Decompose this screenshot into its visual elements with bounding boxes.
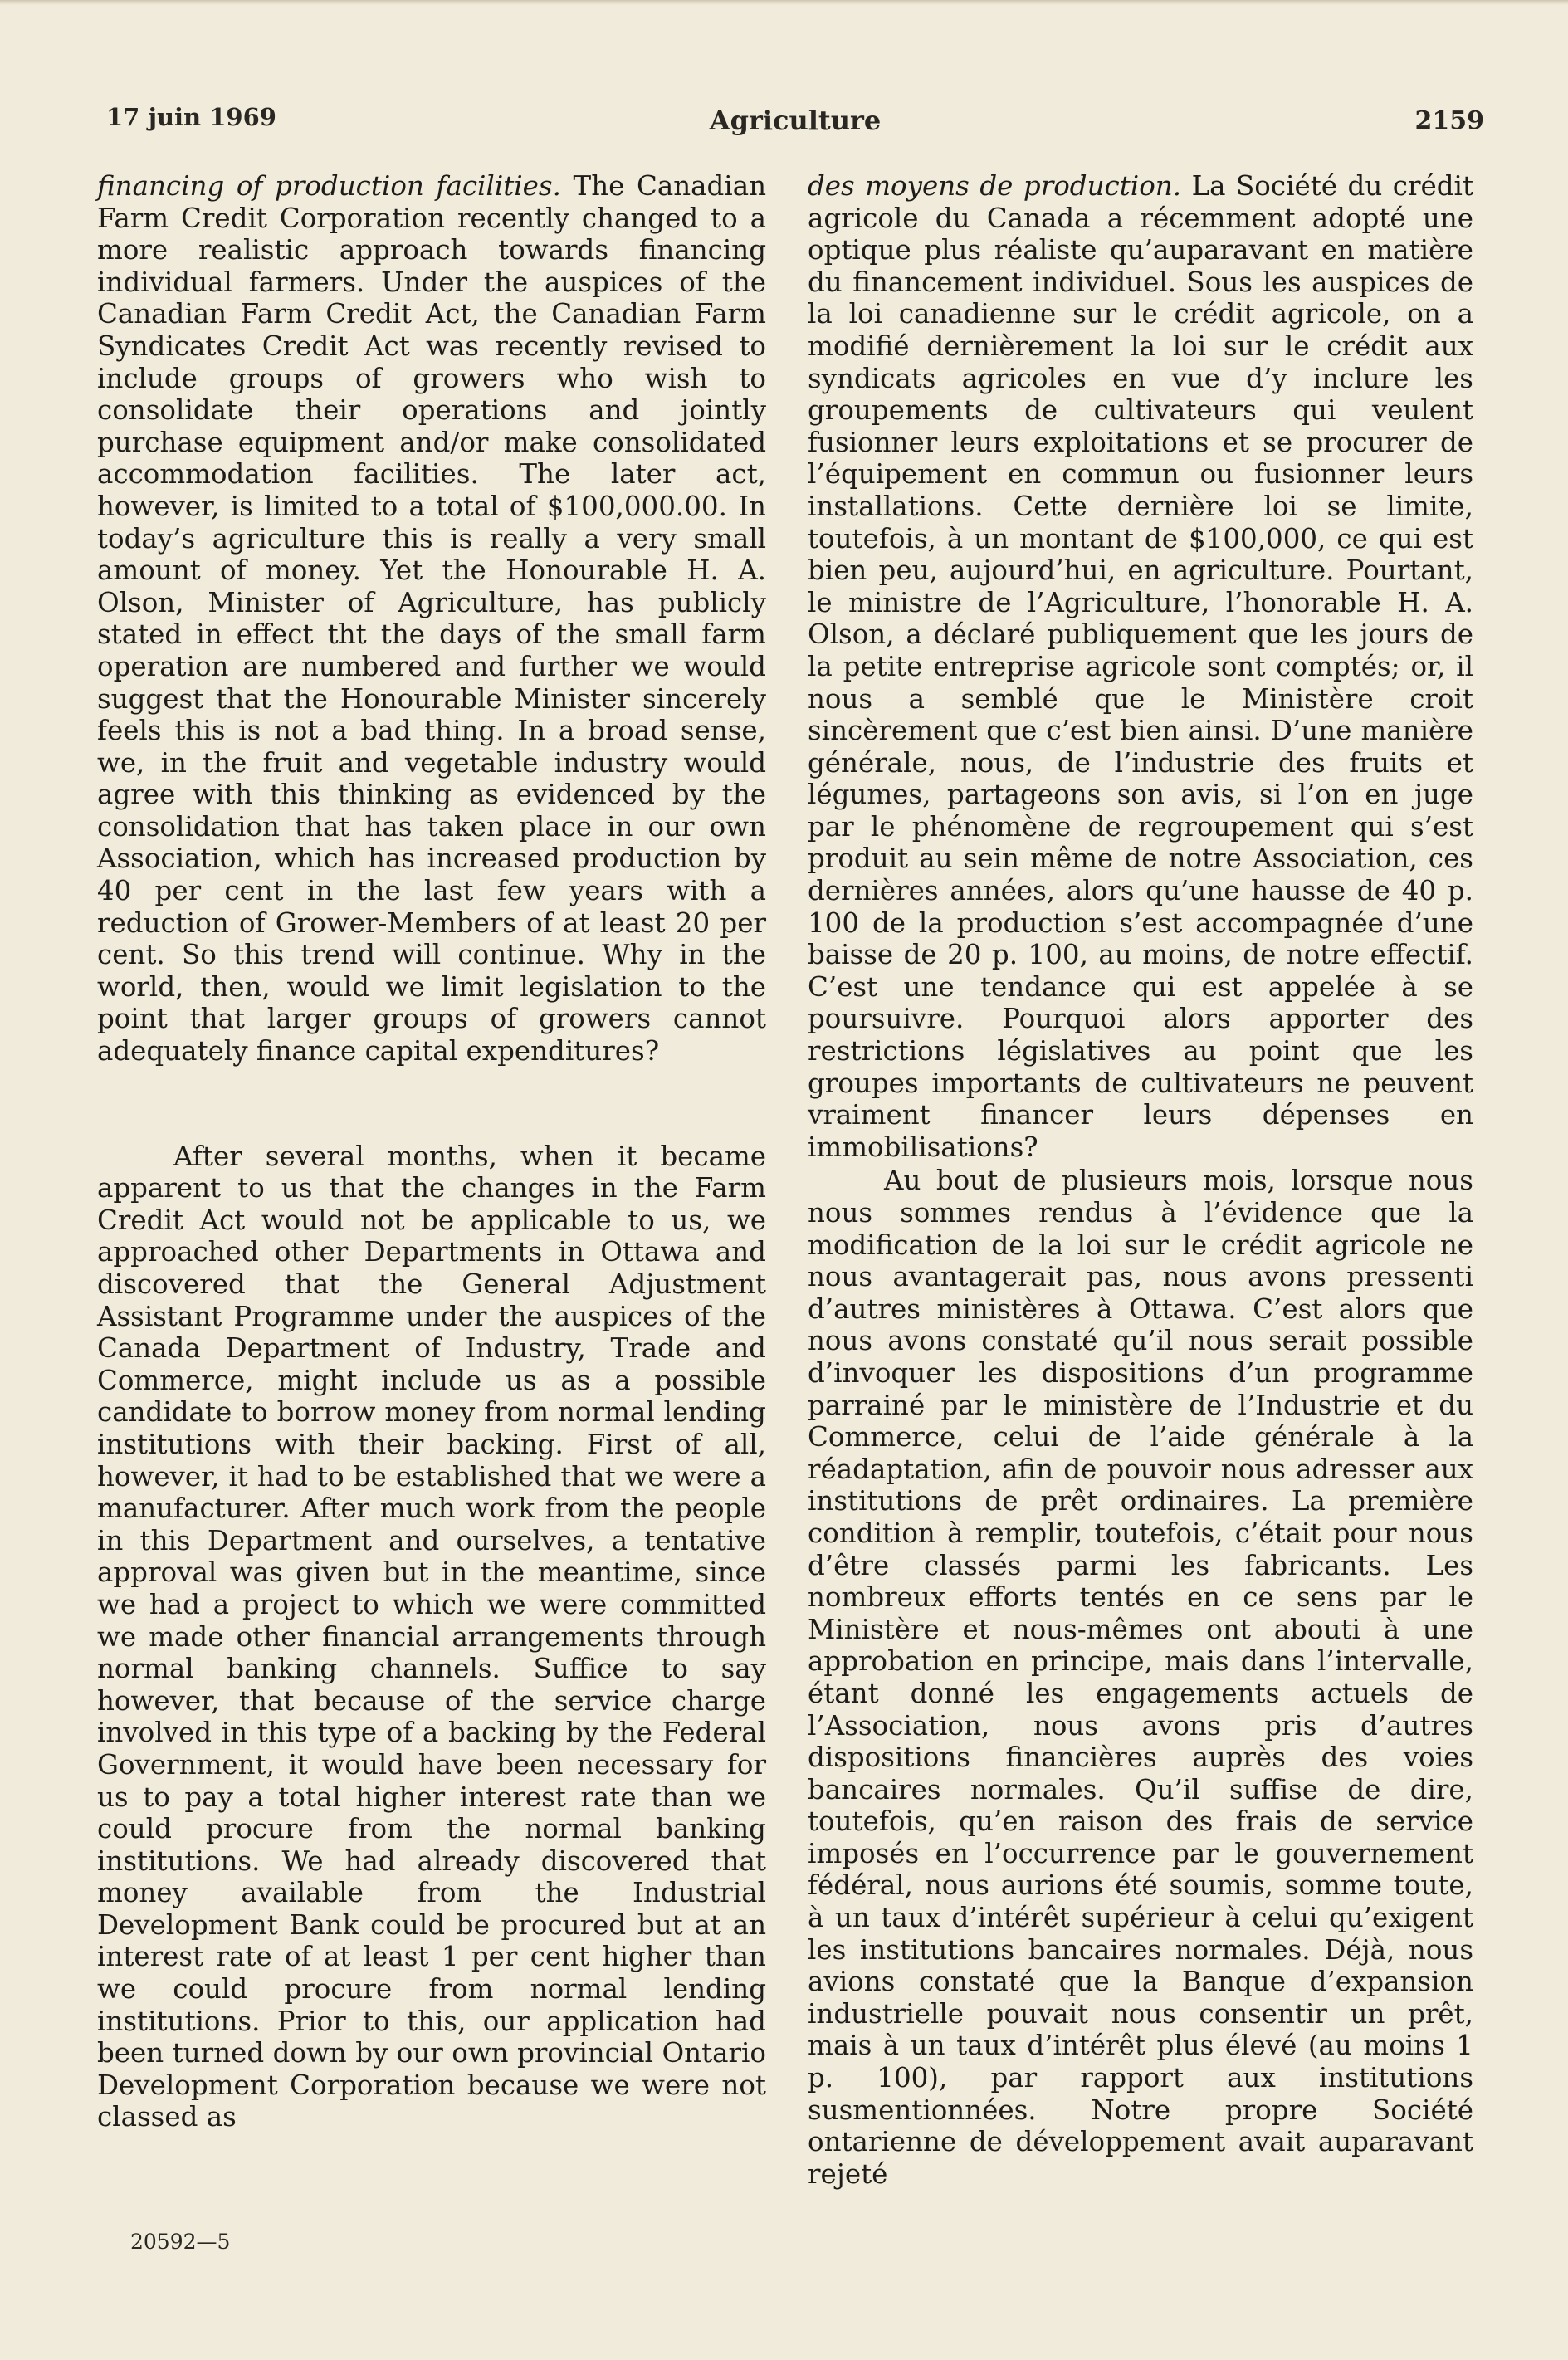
english-paragraph-1-italic-lead: financing of production facilities. — [97, 170, 561, 202]
scan-top-edge — [0, 0, 1568, 5]
french-paragraph-2: Au bout de plusieurs mois, lorsque nous nous sommes rendus à l’évidence que la modification de la loi sur le crédit agricole ne nous avantagerait pas, nous avons pressenti d’autres ministères à Ottawa. C’est alors que nous avons constaté qu’il nous serait possible d’invoquer les dispositions d’un programme parrainé par le ministère de l’Industrie et du Commerce, celui de l’aide générale à la réadaptation, afin de pouvoir nous adresser aux institutions de prêt ordinaires. La première condition à remplir, toutefois, c’était pour nous d’être classés parmi les fabricants. Les nombreux efforts tentés en ce sens par le Ministère et nous-mêmes ont abouti à une approbation en principe, mais dans l’intervalle, étant donné les engagements actuels de l’Association, nous avons pris d’autres dispositions financières auprès des voies bancaires normales. Qu’il suffise de dire, toutefois, qu’en raison des frais de service imposés en l’occurrence par le gouvernement fédéral, nous aurions été soumis, somme toute, à un taux d’intérêt supérieur à celui qu’exigent les institutions bancaires normales. Déjà, nous avions constaté que la Banque d’expansion industrielle pouvait nous consentir un prêt, mais à un taux d’intérêt plus élevé (au moins 1 p. 100), par rapport aux institutions susmentionnées. Notre propre Société ontarienne de développement avait auparavant rejeté — [808, 1165, 1473, 2190]
french-paragraph-1 — [808, 170, 1473, 1163]
header-section-title: Agriculture — [709, 105, 882, 136]
english-paragraph-1 — [97, 170, 766, 1068]
english-paragraph-2: After several months, when it became apparent to us that the changes in the Farm Credit Act would not be applicable to us, we approached other Departments in Ottawa and discovered that the General Adjustment Assistant Programme under the auspices of the Canada Department of Industry, Trade and Commerce, might include us as a possible candidate to borrow money from normal lending institutions with their backing. First of all, however, it had to be established that we were a manufacturer. After much work from the people in this Department and ourselves, a tentative approval was given but in the meantime, since we had a project to which we were committed we made other financial arrangements through normal banking channels. Suffice to say however, that because of the service charge involved in this type of a backing by the Federal Government, it would have been necessary for us to pay a total higher interest rate than we could procure from the normal banking institutions. We had already discovered that money available from the Industrial Development Bank could be procured but at an interest rate of at least 1 per cent higher than we could procure from normal lending institutions. Prior to this, our application had been turned down by our own provincial Ontario Development Corporation because we were not classed as — [97, 1140, 766, 2133]
french-paragraph-1-italic-lead: des moyens de production. — [808, 170, 1182, 202]
header-date: 17 juin 1969 — [106, 103, 276, 131]
page-header — [106, 93, 1484, 143]
english-column — [97, 170, 766, 2133]
footer-print-code: 20592—5 — [130, 2230, 231, 2254]
header-page-number: 2159 — [1414, 106, 1484, 135]
french-paragraph-1-text: La Société du crédit agricole du Canada a récemment adopté une optique plus réaliste qu’auparavant en matière du financement individuel. Sous les auspices de la loi canadienne sur le crédit agricole, on a modifié dernièrement la loi sur le crédit aux syndicats agricoles en vue d’y inclure les groupements de cultivateurs qui veulent fusionner leurs exploitations et se procurer de l’équipement en commun ou fusionner leurs installations. Cette dernière loi se limite, toutefois, à un montant de $100,000, ce qui est bien peu, aujourd’hui, en agriculture. Pourtant, le ministre de l’Agriculture, l’honorable H. A. Olson, a déclaré publiquement que les jours de la petite entreprise agricole sont comptés; or, il nous a semblé que le Ministère croit sincèrement que c’est bien ainsi. D’une manière générale, nous, de l’industrie des fruits et légumes, partageons son avis, si l’on en juge par le phénomène de regroupement qui s’est produit au sein même de notre Association, ces dernières années, alors qu’une hausse de 40 p. 100 de la production s’est accompagnée d’une baisse de 20 p. 100, au moins, de notre effectif. C’est une tendance qui est appelée à se poursuivre. Pourquoi alors apporter des restrictions législatives au point que les groupes importants de cultivateurs ne peuvent vraiment financer leurs dépenses en immobilisations? — [808, 170, 1474, 1163]
english-paragraph-1-text: The Canadian Farm Credit Corporation recently changed to a more realistic approach towards financing individual farmers. Under the auspices of the Canadian Farm Credit Act, the Canadian Farm Syndicates Credit Act was recently revised to include groups of growers who wish to consolidate their operations and jointly purchase equipment and/or make consolidated accommodation facilities. The later act, however, is limited to a total of $100,000.00. In today’s agriculture this is really a very small amount of money. Yet the Honourable H. A. Olson, Minister of Agriculture, has publicly stated in effect tht the days of the small farm operation are numbered and further we would suggest that the Honourable Minister sincerely feels this is not a bad thing. In a broad sense, we, in the fruit and vegetable industry would agree with this thinking as evidenced by the consolidation that has taken place in our own Association, which has increased production by 40 per cent in the last few years with a reduction of Grower-Members of at least 20 per cent. So this trend will continue. Why in the world, then, would we limit legislation to the point that larger groups of growers cannot adequately finance capital expenditures? — [97, 170, 767, 1068]
french-column — [808, 170, 1473, 2190]
